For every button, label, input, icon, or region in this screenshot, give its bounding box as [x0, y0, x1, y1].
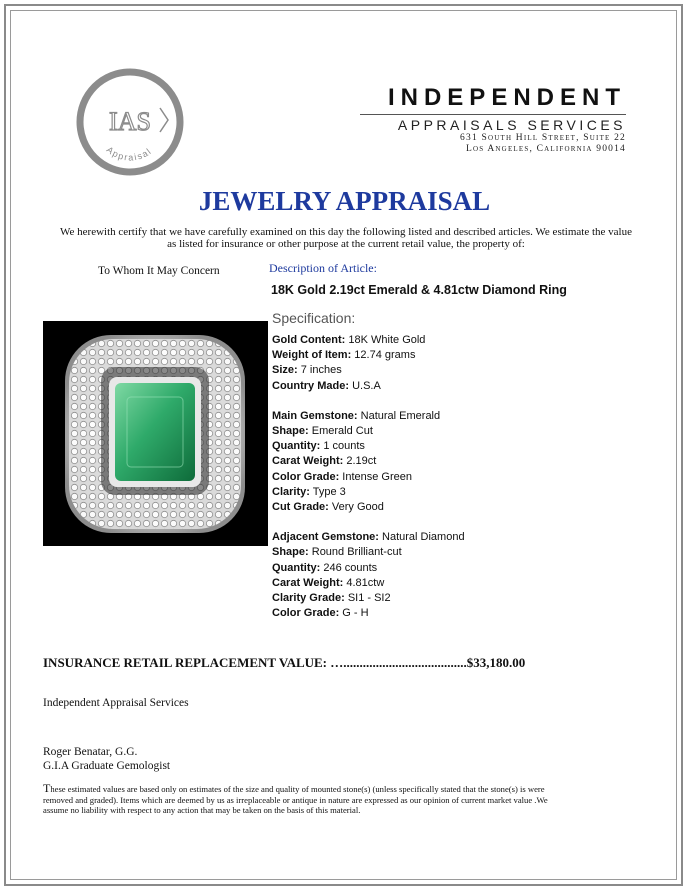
spec-row: Clarity Grade: SI1 - SI2 [272, 592, 391, 605]
header-rule [360, 114, 626, 115]
spec-row: Carat Weight: 4.81ctw [272, 576, 385, 589]
spec-row: Color Grade: Intense Green [272, 470, 413, 483]
description-label: Description of Article: [269, 261, 377, 275]
spec-row: Size: 7 inches [272, 364, 342, 377]
spec-row: Country Made: U.S.A [272, 379, 381, 392]
recipient: To Whom It May Concern [98, 265, 220, 277]
footer-company: Independent Appraisal Services [43, 697, 189, 709]
spec-row: Quantity: 246 counts [272, 561, 378, 574]
spec-row: Clarity: Type 3 [272, 485, 346, 498]
article-title: 18K Gold 2.19ct Emerald & 4.81ctw Diamond Ring [271, 283, 567, 297]
spec-row: Cut Grade: Very Good [272, 501, 384, 514]
signer-title: G.I.A Graduate Gemologist [43, 760, 171, 772]
company-tagline: APPRAISALS SERVICES [397, 117, 626, 133]
company-header [360, 84, 626, 155]
spec-row: Carat Weight: 2.19ct [272, 455, 377, 468]
address-line-1: 631 South Hill Street, Suite 22 [460, 133, 626, 143]
logo-ring-text: Appraisal [104, 144, 154, 163]
spec-row: Gold Content: 18K White Gold [272, 334, 426, 346]
document-title: JEWELRY APPRAISAL [198, 186, 491, 216]
specification-heading: Specification: [272, 310, 356, 326]
spec-row: Color Grade: G - H [272, 607, 369, 620]
spec-row: Weight of Item: 12.74 grams [272, 349, 416, 362]
disclaimer [43, 783, 563, 816]
disclaimer-text: hese estimated values are based only on estimates of the size and quality of mounted stone(s) (unless specifically stated that the stone(s) is were removed and graded). Items which are deemed by us as irreplaceable or antique in nature are expressed as our opinion of current market value .We assume no liability with respect to any action that may be taken on the basis of this material. [43, 784, 548, 815]
ias-logo [76, 68, 184, 176]
intro-text: We herewith certify that we have carefully examined on this day the following listed and described articles. We estimate the value as listed for insurance or other purpose at the current retail value, the property of: [60, 226, 632, 250]
disclaimer-initial: T [43, 781, 51, 795]
company-name: INDEPENDENT [387, 84, 626, 111]
spec-row: Shape: Emerald Cut [272, 425, 373, 438]
ring-photo [43, 321, 268, 546]
spec-row: Adjacent Gemstone: Natural Diamond [272, 531, 465, 544]
logo-letters: IAS [109, 107, 151, 136]
address-line-2: Los Angeles, California 90014 [465, 144, 626, 154]
signer-block [43, 745, 170, 773]
specifications [272, 333, 602, 621]
spec-row: Main Gemstone: Natural Emerald [272, 409, 441, 422]
spec-row: Shape: Round Brilliant-cut [272, 546, 402, 559]
replacement-value: INSURANCE RETAIL REPLACEMENT VALUE: …......................................$33,180.00 [43, 655, 526, 670]
spec-row: Quantity: 1 counts [272, 440, 365, 453]
signer-name: Roger Benatar, G.G. [43, 746, 138, 758]
